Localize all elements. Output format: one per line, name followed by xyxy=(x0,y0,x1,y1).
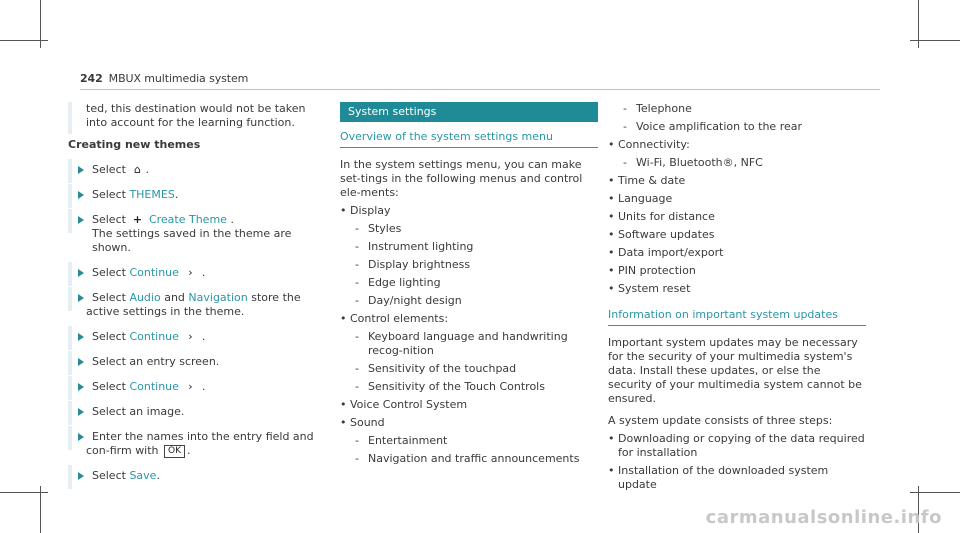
continue-link: Continue xyxy=(129,266,179,279)
step: Select Continue › . xyxy=(68,330,328,344)
ok-key-icon: OK xyxy=(164,445,185,458)
sub-list-item: - Voice amplification to the rear xyxy=(608,120,866,134)
chevron-right-icon: › xyxy=(188,380,193,393)
crop-mark xyxy=(910,492,960,493)
crop-mark xyxy=(0,40,48,41)
list-item: • Software updates xyxy=(608,228,866,242)
step: Select an entry screen. xyxy=(68,355,328,369)
arrow-icon xyxy=(78,433,84,441)
subsection-heading: Information on important system updates xyxy=(608,308,866,326)
intro-text: In the system settings menu, you can make set-tings in the following menus and control ele-ments: xyxy=(340,158,583,199)
step: Select Continue › . xyxy=(68,380,328,394)
step: Select + Create Theme . The settings saved in the theme are shown. xyxy=(68,213,328,255)
right-column xyxy=(608,102,866,492)
list-item: • Language xyxy=(608,192,866,206)
arrow-icon xyxy=(78,294,84,302)
sub-list-item: - Wi-Fi, Bluetooth®, NFC xyxy=(608,156,866,170)
list-item: • Data import/export xyxy=(608,246,866,260)
step: Select THEMES. xyxy=(68,188,328,202)
chevron-right-icon: › xyxy=(188,266,193,279)
list-item: • Voice Control System xyxy=(340,398,598,412)
list-item: • Control elements: xyxy=(340,312,598,326)
list-item: • Downloading or copying of the data required for installation xyxy=(608,432,866,460)
continue-link: Continue xyxy=(129,380,179,393)
intro-text: ted, this destination would not be taken into account for the learning function. xyxy=(86,102,306,129)
header-divider xyxy=(80,89,880,90)
sub-list-item: - Entertainment xyxy=(340,434,598,448)
step: Select Audio and Navigation store the active settings in the theme. xyxy=(68,291,328,319)
step: Select an image. xyxy=(68,405,328,419)
subsection-heading: Overview of the system settings menu xyxy=(340,130,598,148)
sub-list-item: - Instrument lighting xyxy=(340,240,598,254)
list-item: • Connectivity: xyxy=(608,138,866,152)
section-banner: System settings xyxy=(340,102,598,122)
create-theme-link: Create Theme xyxy=(148,213,227,226)
crop-mark xyxy=(40,486,41,533)
list-item: • Time & date xyxy=(608,174,866,188)
sub-list-item: - Telephone xyxy=(608,102,866,116)
paragraph: A system update consists of three steps: xyxy=(608,414,833,427)
list-item: • PIN protection xyxy=(608,264,866,278)
arrow-icon xyxy=(78,166,84,174)
sub-list-item: - Styles xyxy=(340,222,598,236)
left-column xyxy=(68,102,328,483)
save-link: Save xyxy=(129,469,157,482)
menu-themes-link: THEMES xyxy=(129,188,175,201)
home-icon: ⌂ xyxy=(133,163,141,176)
step: Select Continue › . xyxy=(68,266,328,280)
paragraph: Important system updates may be necessary for the security of your multimedia system's data. Install these updates, or else the security of your multimedia system cannot be ensured. xyxy=(608,336,862,405)
chevron-right-icon: › xyxy=(188,330,193,343)
sub-list-item: - Edge lighting xyxy=(340,276,598,290)
sub-list-item: - Day/night design xyxy=(340,294,598,308)
plus-icon: + xyxy=(132,213,143,226)
arrow-icon xyxy=(78,216,84,224)
list-item: • Installation of the downloaded system update xyxy=(608,464,866,492)
manual-title: MBUX multimedia system xyxy=(108,72,249,85)
step: Select ⌂ . xyxy=(68,163,328,177)
page-header xyxy=(80,72,248,86)
step: Enter the names into the entry field and con-firm with OK . xyxy=(68,430,328,458)
list-item: • System reset xyxy=(608,282,866,296)
list-item: • Sound xyxy=(340,416,598,430)
arrow-icon xyxy=(78,472,84,480)
page-number: 242 xyxy=(80,72,103,85)
step-note: The settings saved in the theme are shown. xyxy=(92,227,292,254)
sub-list-item: - Navigation and traffic announcements xyxy=(340,452,598,466)
section-heading: Creating new themes xyxy=(68,138,201,151)
arrow-icon xyxy=(78,408,84,416)
sub-list-item: - Sensitivity of the touchpad xyxy=(340,362,598,376)
sub-list-item: - Keyboard language and handwriting recog-nition xyxy=(340,330,598,358)
list-item: • Units for distance xyxy=(608,210,866,224)
navigation-link: Navigation xyxy=(188,291,248,304)
audio-link: Audio xyxy=(129,291,161,304)
list-item: • Display xyxy=(340,204,598,218)
arrow-icon xyxy=(78,358,84,366)
middle-column xyxy=(340,102,598,466)
step: Select Save. xyxy=(68,469,328,483)
arrow-icon xyxy=(78,191,84,199)
crop-mark xyxy=(0,492,48,493)
sub-list-item: - Sensitivity of the Touch Controls xyxy=(340,380,598,394)
arrow-icon xyxy=(78,269,84,277)
arrow-icon xyxy=(78,383,84,391)
arrow-icon xyxy=(78,333,84,341)
continue-link: Continue xyxy=(129,330,179,343)
crop-mark xyxy=(910,40,960,41)
sub-list-item: - Display brightness xyxy=(340,258,598,272)
watermark: carmanualsonline.info xyxy=(705,507,942,528)
